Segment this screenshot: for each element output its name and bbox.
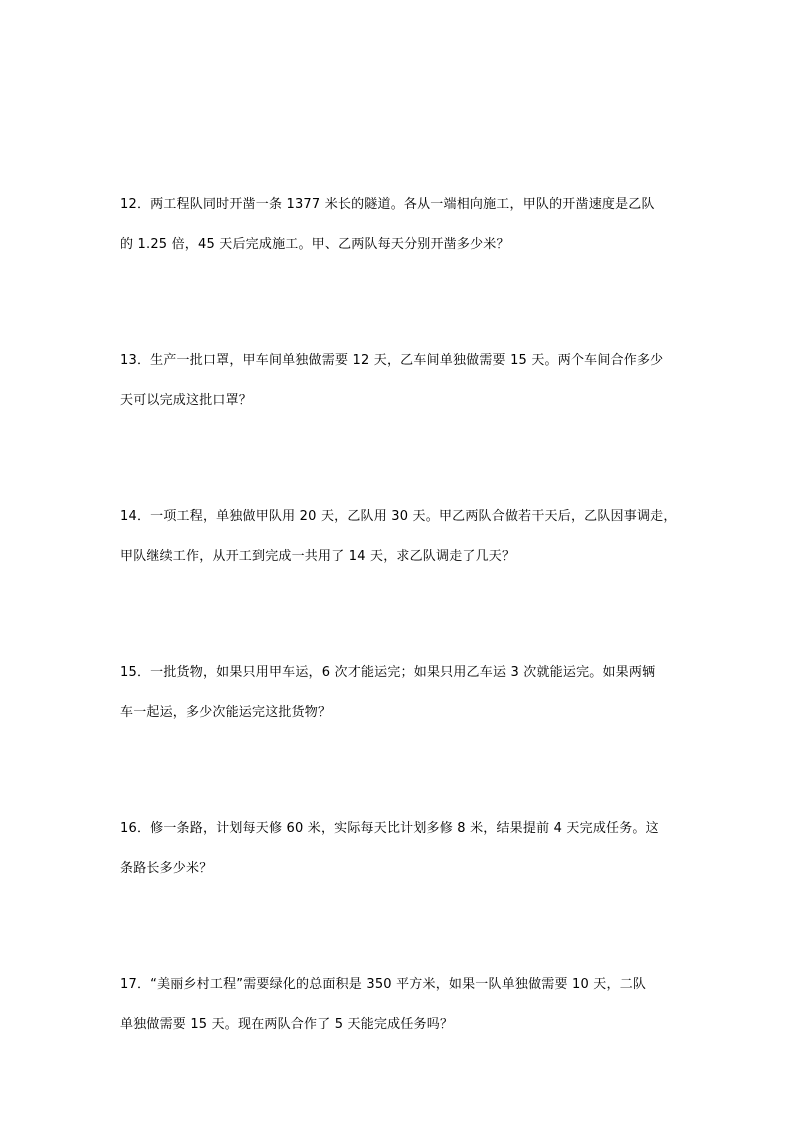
problem-12 [120, 197, 680, 253]
problem-14-line-1: 14．一项工程，单独做甲队用 20 天，乙队用 30 天。甲乙两队合做若干天后，乙队因事调走， [120, 509, 677, 524]
problem-14-line-2: 甲队继续工作，从开工到完成一共用了 14 天，求乙队调走了几天？ [120, 549, 516, 564]
problem-13-line-2: 天可以完成这批口罩？ [120, 393, 253, 408]
problem-15-line-2: 车一起运，多少次能运完这批货物？ [120, 705, 332, 720]
problem-17 [120, 977, 680, 1033]
problem-16 [120, 821, 680, 877]
problem-12-line-1: 12．两工程队同时开凿一条 1377 米长的隧道。各从一端相向施工，甲队的开凿速度是乙队 [120, 197, 655, 212]
problem-16-line-2: 条路长多少米？ [120, 861, 213, 876]
problem-16-line-1: 16．修一条路，计划每天修 60 米，实际每天比计划多修 8 米，结果提前 4 天完成任务。这 [120, 821, 659, 836]
problem-17-line-2: 单独做需要 15 天。现在两队合作了 5 天能完成任务吗？ [120, 1017, 454, 1032]
problem-15 [120, 665, 680, 721]
problem-13-line-1: 13．生产一批口罩，甲车间单独做需要 12 天，乙车间单独做需要 15 天。两个车间合作多少 [120, 353, 664, 368]
problem-17-line-1: 17．“美丽乡村工程”需要绿化的总面积是 350 平方米，如果一队单独做需要 10 天，二队 [120, 977, 647, 992]
problem-14 [120, 509, 680, 565]
problem-12-line-2: 的 1.25 倍，45 天后完成施工。甲、乙两队每天分别开凿多少米？ [120, 237, 510, 252]
problem-13 [120, 353, 680, 409]
problem-15-line-1: 15．一批货物，如果只用甲车运，6 次才能运完；如果只用乙车运 3 次就能运完。如果两辆 [120, 665, 656, 680]
